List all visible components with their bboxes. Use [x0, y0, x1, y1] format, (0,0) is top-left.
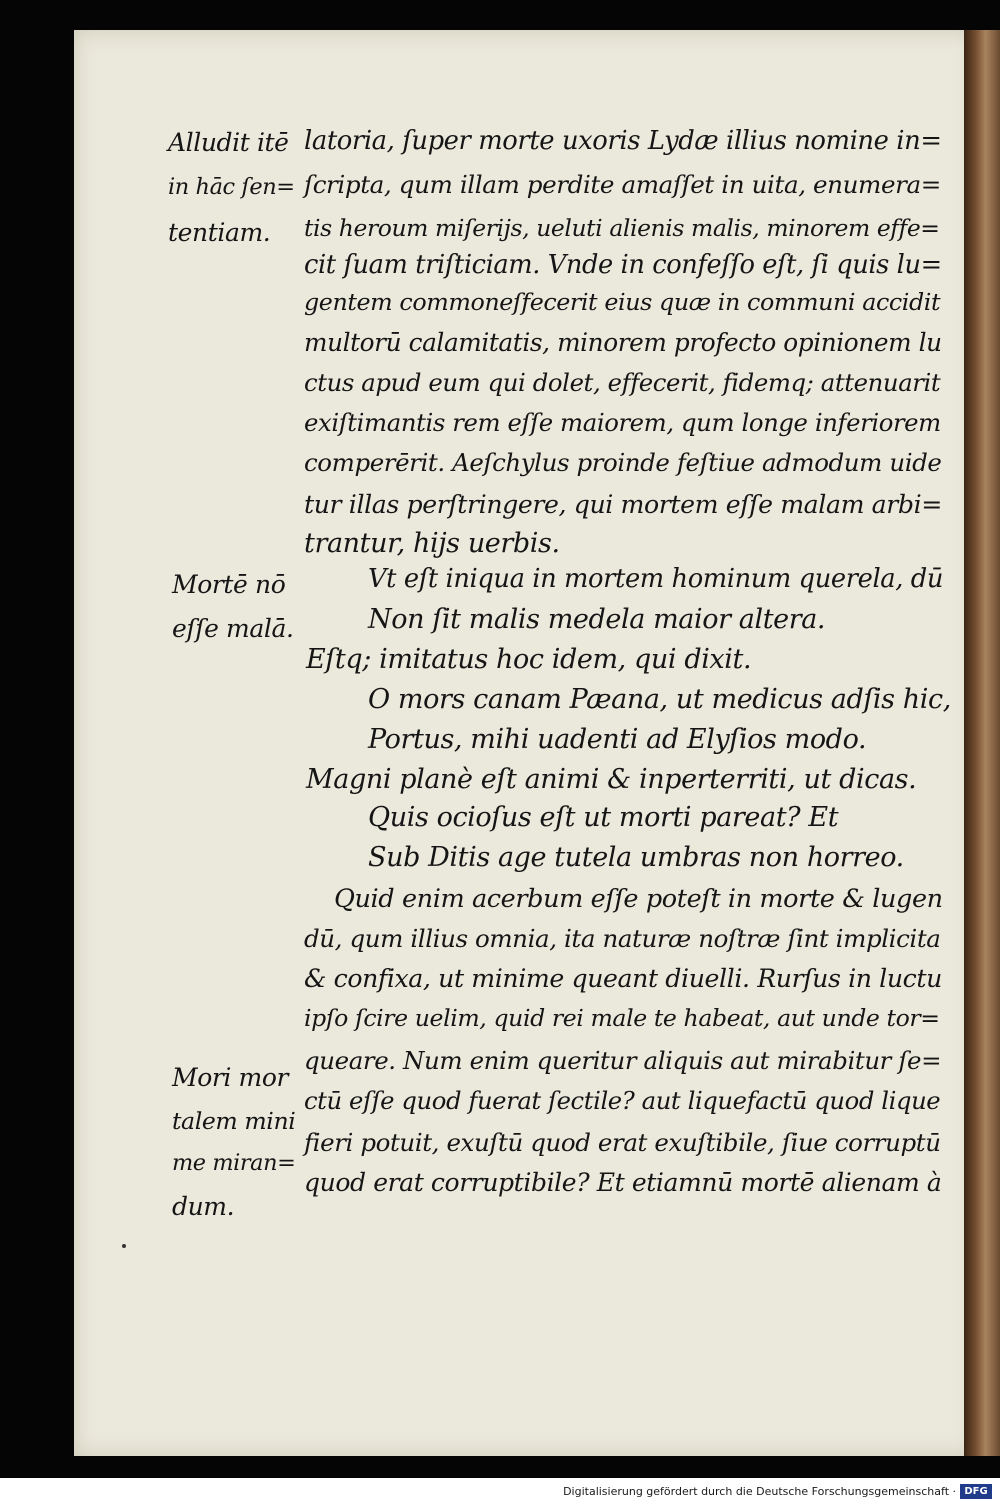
text-line: exiſtimantis rem eſſe maiorem, qum longe inferiorem [304, 408, 941, 437]
margin-note: tentiam. [168, 218, 271, 247]
margin-note: me miran= [172, 1150, 296, 1176]
verse-line: Vt eſt iniqua in mortem hominum querela, dū [368, 564, 943, 594]
text-line: Eſtq; imitatus hoc idem, qui dixit. [306, 644, 752, 675]
text-line: dū, qum illius omnia, ita naturæ noſtræ ſint implicita [304, 924, 941, 953]
margin-note: Mori mor [172, 1063, 289, 1092]
margin-note: dum. [172, 1192, 235, 1221]
ink-speck [122, 1244, 126, 1248]
verse-line: Portus, mihi uadenti ad Elyſios modo. [368, 724, 867, 755]
verse-line: O mors canam Pæana, ut medicus adſis hic, [368, 684, 951, 715]
margin-note: Alludit itē [168, 128, 289, 157]
margin-note: eſſe malā. [172, 614, 294, 643]
text-line: Magni planè eſt animi & inperterriti, ut dicas. [306, 764, 917, 795]
text-line: trantur, hijs uerbis. [304, 528, 560, 559]
text-line: quod erat corruptibile? Et etiamnū mortē alienam à [304, 1168, 942, 1197]
dfg-logo: DFG [960, 1484, 992, 1499]
text-line: gentem commoneſfecerit eius quæ in communi accidit [304, 288, 941, 316]
text-line: tis heroum miſerijs, ueluti alienis malis, minorem effe= [304, 214, 940, 242]
text-line: multorū calamitatis, minorem profecto opinionem lu [304, 328, 942, 357]
footer-bar [0, 1478, 1000, 1505]
text-line: & confixa, ut minime queant diuelli. Rurſus in luctu [304, 964, 942, 993]
text-line: comperērit. Aeſchylus proinde feſtiue admodum uide [304, 448, 942, 477]
text-line: ctus apud eum qui dolet, effecerit, fidemq; attenuarit [304, 368, 941, 397]
margin-note: in hāc ſen= [168, 174, 295, 200]
text-line: cit ſuam triſticiam. Vnde in confeſſo eſt, ſi quis lu= [304, 250, 942, 280]
verse-line: Quis ocioſus eſt ut morti pareat? Et [368, 802, 839, 833]
verse-line: Non ſit malis medela maior altera. [368, 604, 826, 635]
text-line: latoria, ſuper morte uxoris Lydæ illius nomine in= [304, 126, 942, 156]
text-line: ipſo ſcire uelim, quid rei male te habeat, aut unde tor= [304, 1004, 940, 1032]
text-line: tur illas perſtringere, qui mortem eſſe malam arbi= [304, 490, 943, 519]
page-edge [964, 30, 1000, 1456]
text-line: queare. Num enim queritur aliquis aut mirabitur ſe= [304, 1046, 942, 1075]
verse-line: Sub Ditis age tutela umbras non horreo. [368, 842, 904, 873]
text-line: fieri potuit, exuſtū quod erat exuſtibile, ſiue corruptū [304, 1128, 941, 1157]
text-line: ctū eſſe quod fuerat ſectile? aut liquefactū quod lique [304, 1086, 941, 1115]
text-line: Quid enim acerbum eſſe poteſt in morte & lugen [334, 884, 943, 914]
footer-text: Digitalisierung gefördert durch die Deutsche Forschungsgemeinschaft · [563, 1485, 956, 1498]
margin-note: Mortē nō [172, 570, 286, 599]
text-line: ſcripta, qum illam perdite amaſſet in uita, enumera= [304, 170, 941, 199]
margin-note: talem mini [172, 1107, 296, 1135]
